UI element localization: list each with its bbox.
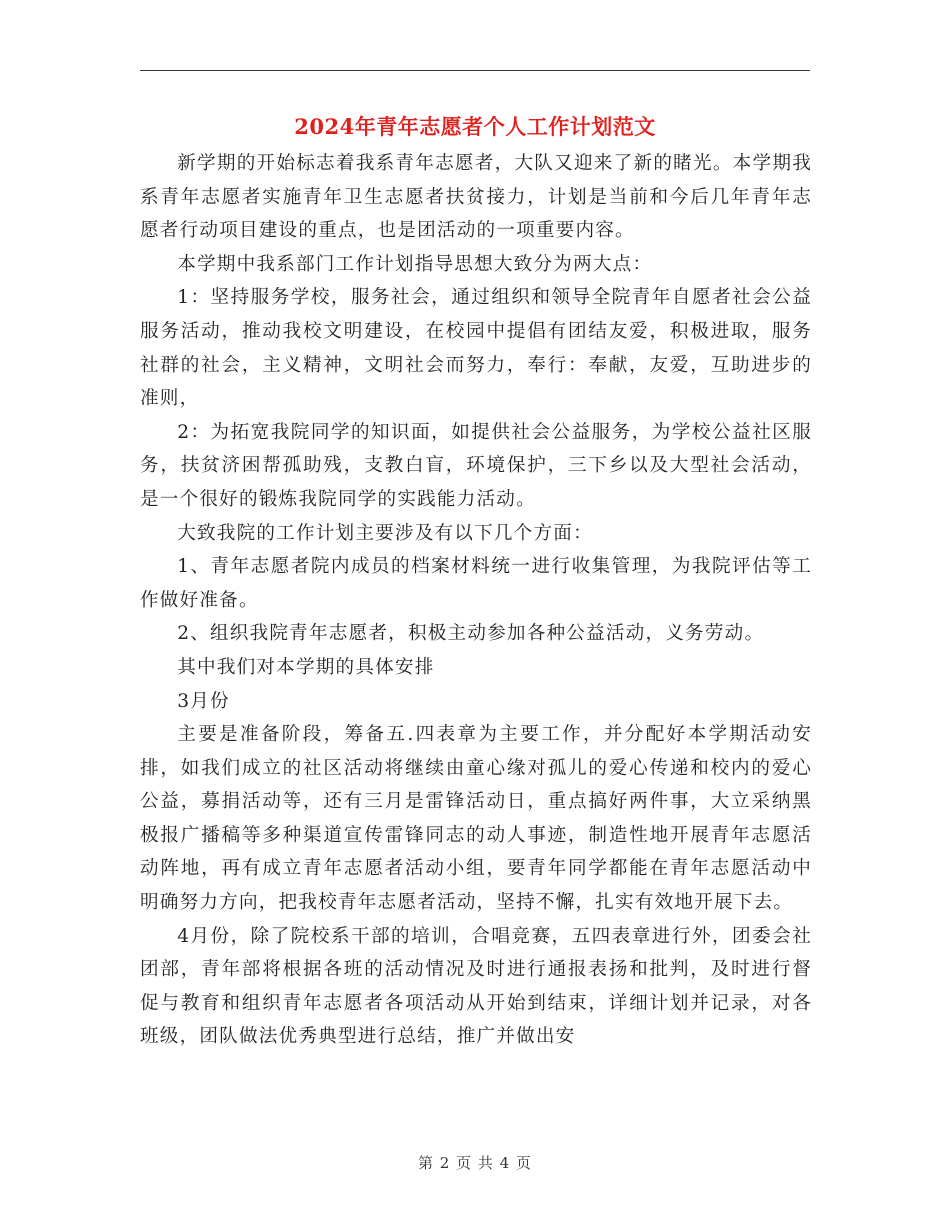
- paragraph-guiding-idea: 本学期中我系部门工作计划指导思想大致分为两大点：: [177, 253, 653, 275]
- paragraph-april: 4月份，除了院校系干部的培训，合唱竞赛，五四表章进行外，团委会社团部，青年部将根据各班的活动情况及时进行通报表扬和批判，及时进行督促与教育和组织青年志愿者各项活动从开始到结束，详细计划并记录，对各班级，团队做法优秀典型进行总结，推广并做出安: [140, 925, 812, 1048]
- paragraph-point-1: 1：坚持服务学校，服务社会，通过组织和领导全院青年自愿者社会公益服务活动，推动我校文明建设，在校园中提倡有团结友爱，积极进取，服务社群的社会，主义精神，文明社会而努力，奉行：奉献，友爱，互助进步的准则，: [140, 287, 812, 410]
- paragraph-intro: 新学期的开始标志着我系青年志愿者，大队又迎来了新的睹光。本学期我系青年志愿者实施青年卫生志愿者扶贫接力，计划是当前和今后几年青年志愿者行动项目建设的重点，也是团活动的一项重要内容。: [140, 153, 812, 242]
- paragraph-aspect-1: 1、青年志愿者院内成员的档案材料统一进行收集管理，为我院评估等工作做好准备。: [140, 556, 812, 611]
- paragraph-aspect-2: 2、组织我院青年志愿者，积极主动参加各种公益活动，义务劳动。: [177, 623, 765, 645]
- document-body: [140, 147, 812, 1054]
- paragraph-march: 主要是准备阶段，筹备五.四表章为主要工作，并分配好本学期活动安排，如我们成立的社区活动将继续由童心缘对孤儿的爱心传递和校内的爱心公益，募捐活动等，还有三月是雷锋活动日，重点搞好两件事，大立采纳黑极报广播稿等多种渠道宣传雷锋同志的动人事迹，制造性地开展青年志愿活动阵地，再有成立青年志愿者活动小组，要青年同学都能在青年志愿活动中明确努力方向，把我校青年志愿者活动，坚持不懈，扎实有效地开展下去。: [140, 724, 812, 914]
- paragraph-schedule-intro: 其中我们对本学期的具体安排: [177, 656, 435, 678]
- paragraph-plan-aspects: 大致我院的工作计划主要涉及有以下几个方面：: [177, 522, 593, 544]
- page-number: 第 2 页 共 4 页: [418, 1154, 532, 1172]
- document-title: 2024年青年志愿者个人工作计划范文: [294, 114, 656, 139]
- heading-march: 3月份: [177, 690, 230, 712]
- paragraph-point-2: 2：为拓宽我院同学的知识面，如提供社会公益服务，为学校公益社区服务，扶贫济困帮孤助残，支教白盲，环境保护，三下乡以及大型社会活动，是一个很好的锻炼我院同学的实践能力活动。: [140, 421, 812, 510]
- header-rule: [140, 70, 810, 71]
